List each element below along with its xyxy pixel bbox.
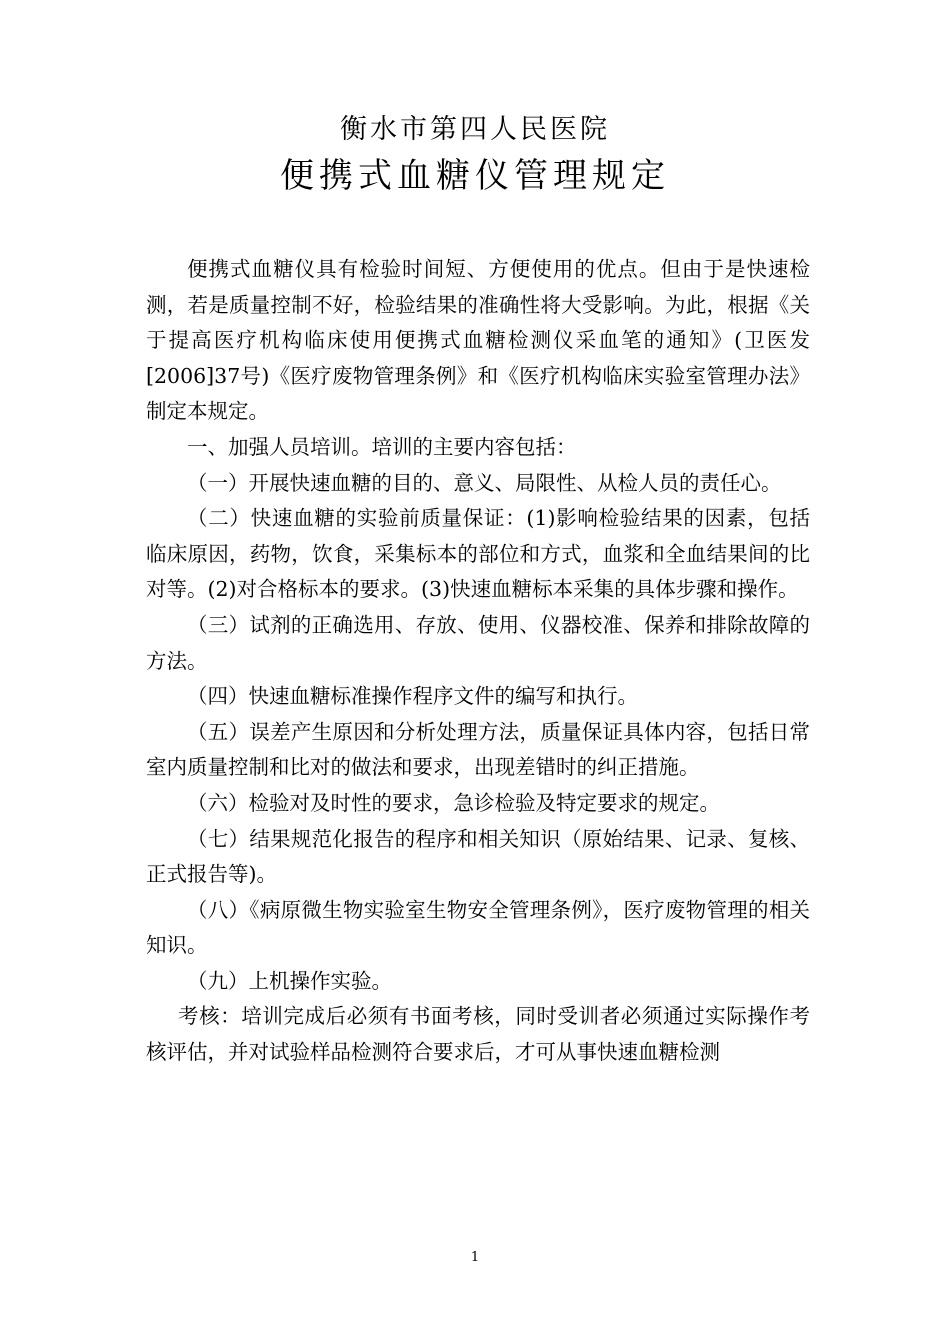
- list-item-6: （六）检验对及时性的要求，急诊检验及特定要求的规定。: [187, 790, 720, 815]
- list-item-3: （三）试剂的正确选用、存放、使用、仪器校准、保养和排除故障的方法。: [146, 612, 810, 673]
- list-item-1: （一）开展快速血糖的目的、意义、局限性、从检人员的责任心。: [187, 470, 782, 495]
- section-heading-training: 一、加强人员培训。培训的主要内容包括：: [187, 434, 577, 459]
- list-item-9: （九）上机操作实验。: [187, 968, 392, 993]
- list-item-5: （五）误差产生原因和分析处理方法，质量保证具体内容，包括日常室内质量控制和比对的做法和要求，出现差错时的纠正措施。: [146, 719, 810, 780]
- document-body: [146, 252, 810, 1071]
- hospital-name-heading: 衡水市第四人民医院: [340, 114, 610, 145]
- page-number: 1: [470, 1250, 480, 1265]
- list-item-4: （四）快速血糖标准操作程序文件的编写和执行。: [187, 684, 638, 709]
- list-item-2: （二）快速血糖的实验前质量保证：(1)影响检验结果的因素，包括临床原因，药物，饮食，采集标本的部位和方式，血浆和全血结果间的比对等。(2)对合格标本的要求。(3)快速血糖标本采集的具体步骤和操作。: [146, 506, 810, 602]
- intro-paragraph: 便携式血糖仪具有检验时间短、方便使用的优点。但由于是快速检测，若是质量控制不好，检验结果的准确性将大受影响。为此，根据《关于提高医疗机构临床使用便携式血糖检测仪采血笔的通知》(卫医发[2006]37号)《医疗废物管理条例》和《医疗机构临床实验室管理办法》制定本规定。: [146, 257, 810, 424]
- list-item-8: （八）《病原微生物实验室生物安全管理条例》，医疗废物管理的相关知识。: [146, 897, 810, 958]
- document-title: 便携式血糖仪管理规定: [280, 156, 670, 196]
- list-item-7: （七）结果规范化报告的程序和相关知识（原始结果、记录、复核、正式报告等)。: [146, 826, 810, 887]
- assessment-paragraph: 考核：培训完成后必须有书面考核，同时受训者必须通过实际操作考核评估，并对试验样品检测符合要求后，才可从事快速血糖检测: [146, 1004, 810, 1065]
